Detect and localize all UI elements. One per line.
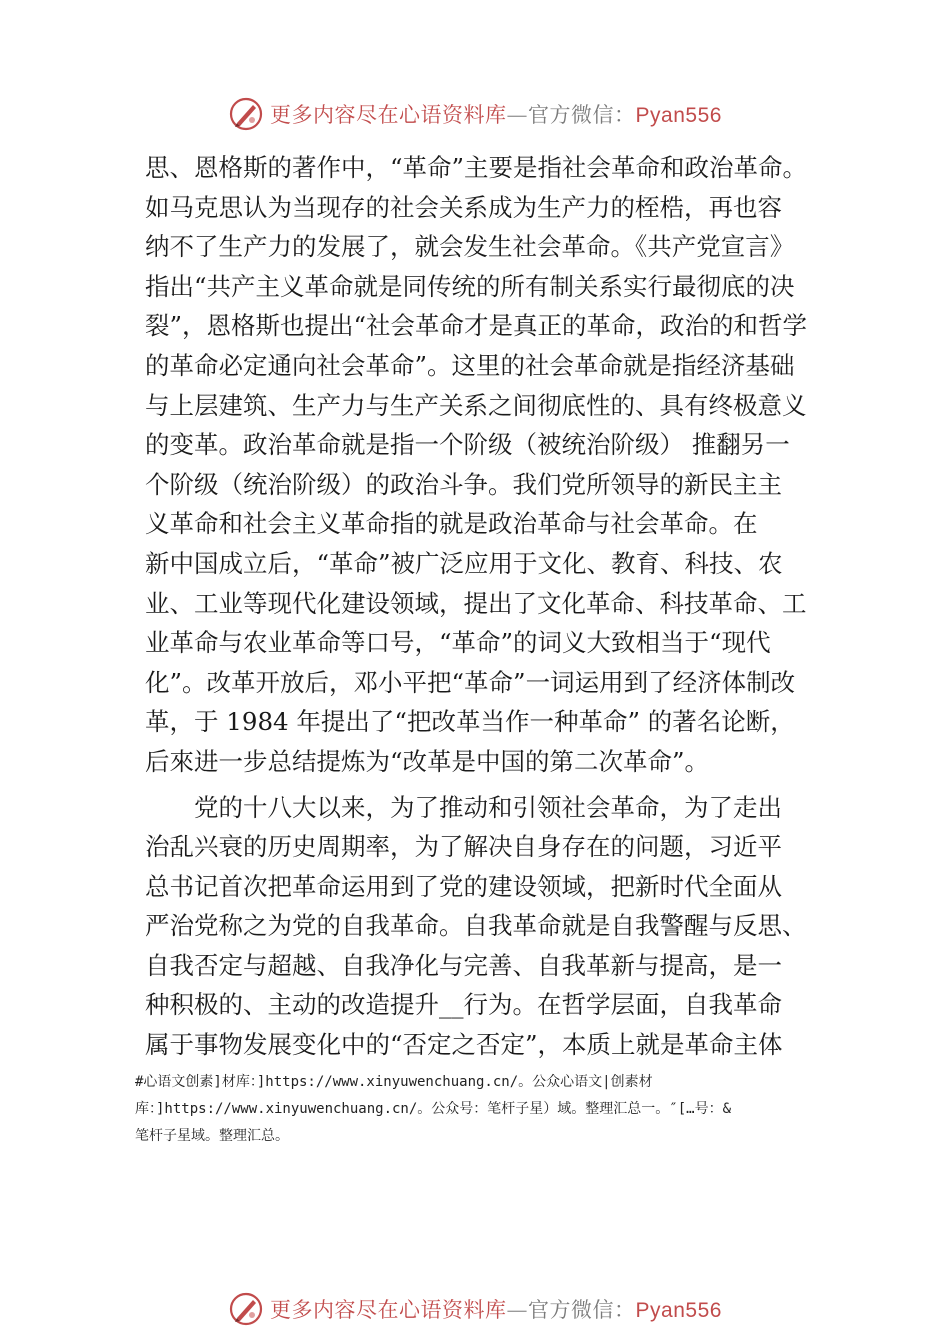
- document-body: [145, 148, 835, 1065]
- body-line: 业革命与农业革命等口号，“革命”的词义大致相当于“现代: [145, 628, 771, 658]
- banner-title: 更多内容尽在心语资料库: [270, 103, 507, 127]
- body-line: 与上层建筑、生产力与生产关系之间彻底性的、具有终极意义: [145, 390, 807, 420]
- body-line: 总书记首次把革命运用到了党的建设领域，把新时代全面从: [145, 871, 782, 901]
- body-line: 严治党称之为党的自我革命。自我革命就是自我警醒与反思、: [145, 911, 807, 941]
- body-line: 裂”，恩格斯也提出“社会革命才是真正的革命，政治的和哲学: [145, 311, 808, 341]
- banner-dash: —: [506, 1298, 529, 1322]
- body-line: 指出“共产主义革命就是同传统的所有制关系实行最彻底的决: [145, 271, 795, 301]
- banner-text: [270, 1294, 722, 1324]
- footnote-line: 库：]https://www.xinyuwenchuang.cn/。公众号：笔杆子星）域。整理汇总一。″[…号：&: [135, 1101, 732, 1117]
- banner-wechat-label: 官方微信：: [528, 1298, 636, 1322]
- footer-banner: [0, 1289, 950, 1329]
- body-line: 革，于 1984 年提出了“把改革当作一种革命” 的著名论断，: [145, 707, 795, 737]
- banner-title: 更多内容尽在心语资料库: [270, 1298, 507, 1322]
- body-line: 种积极的、主动的改造提升__行为。在哲学层面，自我革命: [145, 990, 782, 1020]
- paragraph-first-line: 党的十八大以来，为了推动和引领社会革命，为了走出: [194, 792, 782, 822]
- body-line: 的革命必定通向社会革命”。这里的社会革命就是指经济基础: [145, 350, 795, 380]
- pen-logo-icon: [228, 1291, 264, 1327]
- body-line: 属于事物发展变化中的“否定之否定”，本质上就是革命主体: [145, 1030, 783, 1060]
- body-line: 业、工业等现代化建设领域，提出了文化革命、科技革命、工: [145, 588, 807, 618]
- body-line: 的变革。政治革命就是指一个阶级（被统治阶级） 推翻另一: [145, 430, 790, 460]
- body-line: 思、恩格斯的著作中，“革命”主要是指社会革命和政治革命。: [145, 153, 808, 182]
- header-banner: [0, 94, 950, 134]
- banner-text: [270, 99, 722, 129]
- banner-dash: —: [506, 103, 529, 127]
- body-line: 自我否定与超越、自我净化与完善、自我革新与提高，是一: [145, 950, 782, 980]
- body-line: 如马克思认为当现存的社会关系成为生产力的桎梏，再也容: [145, 192, 782, 222]
- body-line: 后來进一步总结提炼为“改革是中国的第二次革命”。: [145, 746, 710, 776]
- banner-wechat-id: Pyan556: [635, 104, 722, 127]
- body-line: 纳不了生产力的发展了，就会发生社会革命。《共产党宣言》: [145, 232, 795, 262]
- banner-wechat-label: 官方微信：: [528, 103, 636, 127]
- banner-wechat-id: Pyan556: [635, 1299, 722, 1322]
- body-line: 治乱兴衰的历史周期率，为了解决自身存在的问题，习近平: [145, 832, 782, 862]
- footnote: [135, 1069, 855, 1150]
- footnote-line: #心语文创素]材库：]https://www.xinyuwenchuang.cn/。公众心语文|创素材: [135, 1074, 653, 1090]
- body-line: 新中国成立后，“革命”被广泛应用于文化、教育、科技、农: [145, 548, 783, 578]
- body-line: 个阶级（统治阶级）的政治斗争。我们党所领导的新民主主: [145, 469, 782, 499]
- body-line: 义革命和社会主义革命指的就是政治革命与社会革命。在: [145, 509, 758, 539]
- pen-logo-icon: [228, 96, 264, 132]
- footnote-line: 笔杆子星域。整理汇总。: [135, 1128, 289, 1144]
- body-line: 化”。改革开放后，邓小平把“革命”一词运用到了经济体制改: [145, 667, 796, 697]
